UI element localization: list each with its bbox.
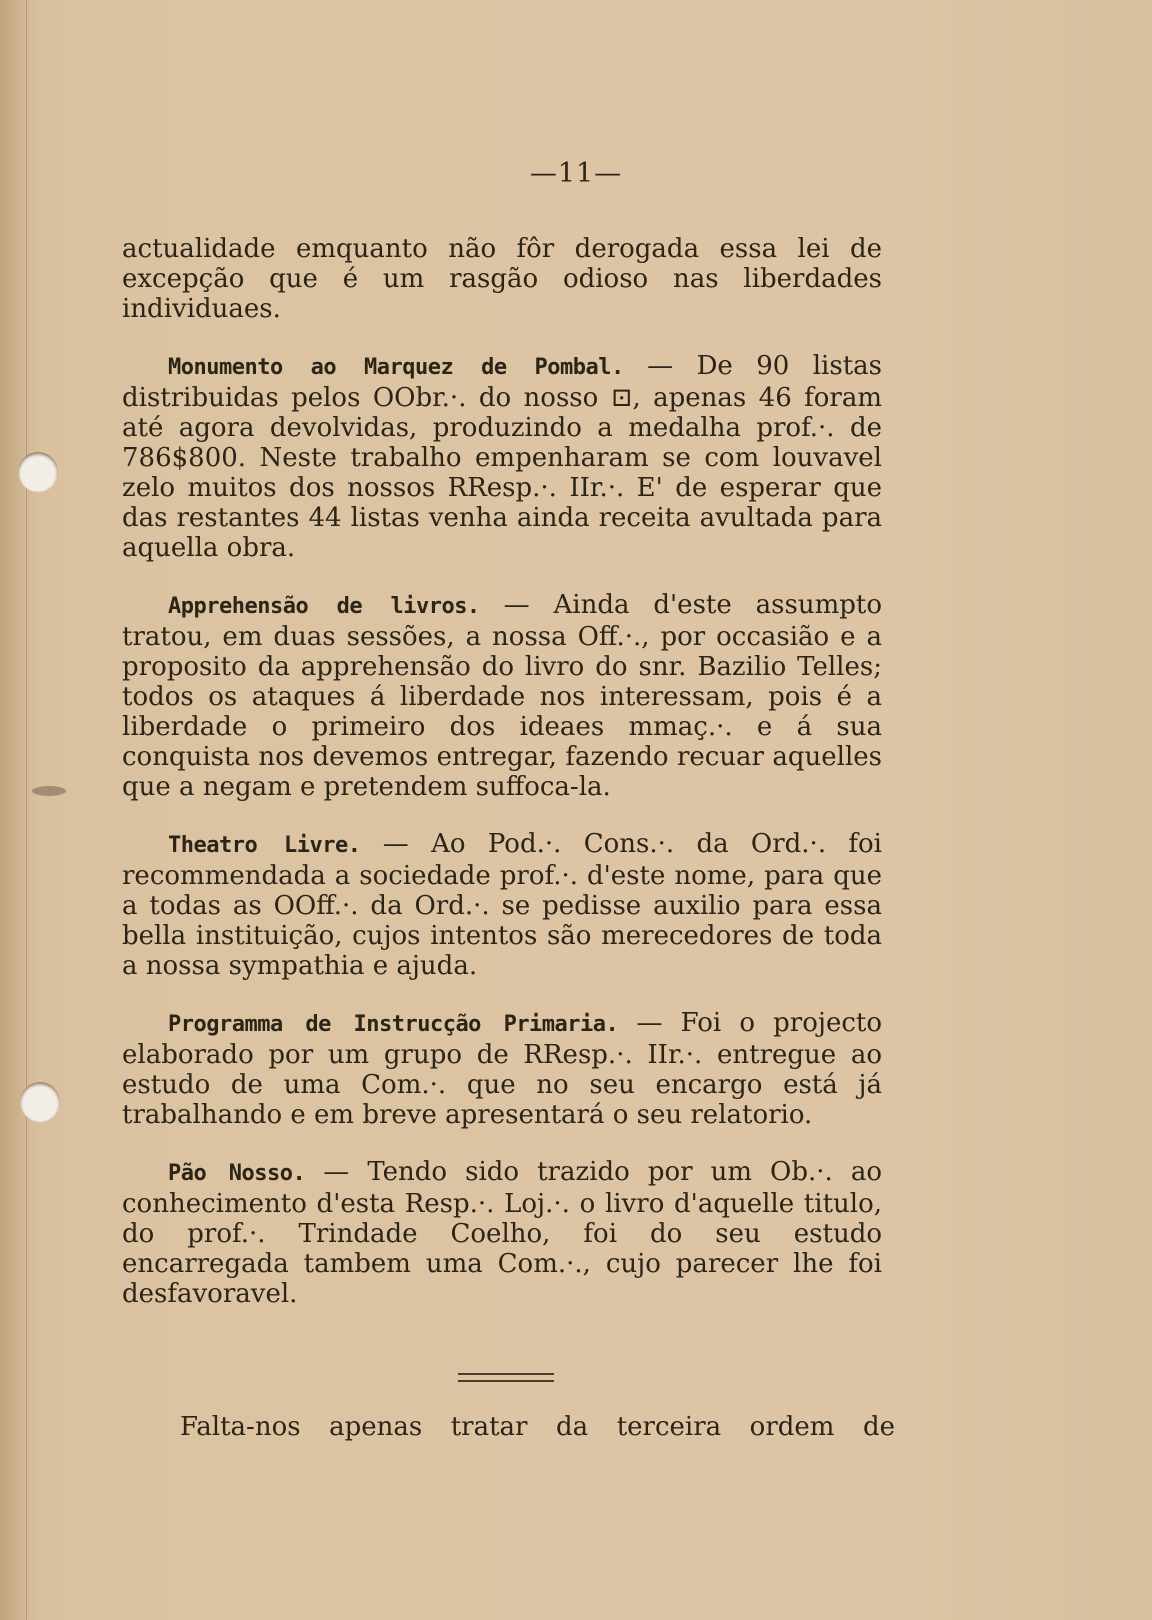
final-line: [180, 1412, 895, 1442]
paragraph-text: — Tendo sido trazido por um Ob.·. ao conhecimento d'esta Resp.·. Loj.·. o livro d'aquelle titulo, do prof.·. Trindade Coelho, foi do seu estudo encarregada tambem uma Com.·., cujo parecer lhe foi desfavoravel.: [122, 1157, 883, 1309]
final-word: terceira: [616, 1412, 722, 1442]
final-word: Falta-nos: [180, 1412, 301, 1442]
section-heading: Apprehensão de livros.: [168, 594, 480, 619]
punch-hole-lower: [20, 1082, 60, 1122]
section-heading: Monumento ao Marquez de Pombal.: [168, 355, 624, 380]
punch-hole-upper: [18, 452, 58, 492]
section-heading: Programma de Instrucção Primaria.: [168, 1012, 619, 1037]
page-number: —11—: [529, 158, 623, 189]
paragraph-apprehensao: [122, 590, 882, 802]
paragraph-text: actualidade emquanto não fôr derogada essa lei de excepção que é um rasgão odioso nas liberdades individuaes.: [122, 234, 882, 324]
ink-stain: [32, 786, 66, 796]
section-heading: Theatro Livre.: [168, 833, 361, 858]
paragraph-text: — De 90 listas distribuidas pelos OObr.·. do nosso ⊡, apenas 46 foram até agora devolvidas, produzindo a medalha prof.·. de 786$800. Neste trabalho empenharam se com louvavel zelo muitos dos nossos RResp.·. IIr.·. E' de esperar que das restantes 44 listas venha ainda receita avultada para aquella obra.: [122, 351, 882, 563]
final-word: de: [862, 1412, 895, 1442]
section-heading: Pão Nosso.: [168, 1161, 306, 1186]
paragraph-theatro: [122, 829, 882, 981]
paragraph-text: — Ao Pod.·. Cons.·. da Ord.·. foi recommendada a sociedade prof.·. d'este nome, para que a todas as OOff.·. da Ord.·. se pedisse auxilio para essa bella instituição, cujos intentos são merecedores de toda a nossa sympathia e ajuda.: [122, 829, 882, 981]
final-word: da: [556, 1412, 589, 1442]
paragraph-continuation: [122, 234, 882, 324]
paragraph-text: — Foi o projecto elaborado por um grupo de RResp.·. IIr.·. entregue ao estudo de uma Com.·. que no seu encargo está já trabalhando e em breve apresentará o seu relatorio.: [122, 1008, 882, 1130]
final-word: tratar: [450, 1412, 528, 1442]
page-binding-edge: [0, 0, 27, 1620]
final-word: apenas: [329, 1412, 423, 1442]
section-divider: [458, 1373, 554, 1382]
final-word: ordem: [749, 1412, 835, 1442]
paragraph-monumento: [122, 351, 882, 563]
paragraph-text: — Ainda d'este assumpto tratou, em duas sessões, a nossa Off.·., por occasião e a proposito da apprehensão do livro do snr. Bazilio Telles; todos os ataques á liberdade nos interessam, pois é a liberdade o primeiro dos ideaes mmaç.·. e á sua conquista nos devemos entregar, fazendo recuar aquelles que a negam e pretendem suffoca-la.: [122, 590, 882, 802]
paragraph-programma: [122, 1008, 882, 1130]
body-text: [122, 234, 882, 1336]
paragraph-pao-nosso: [122, 1157, 882, 1309]
